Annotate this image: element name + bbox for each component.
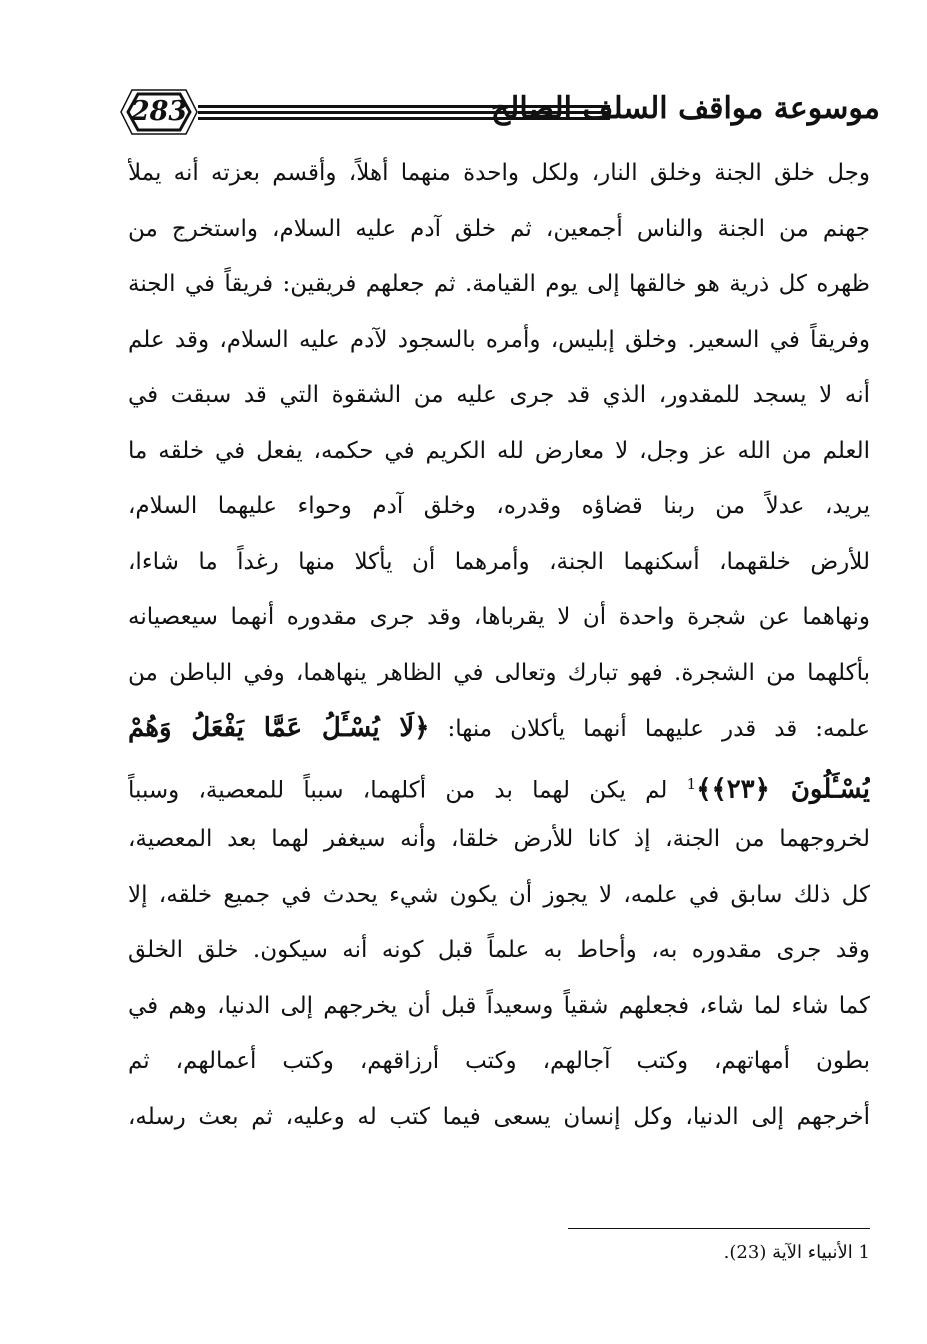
quran-verse: ﴿لَا يُسْـَٔلُ عَمَّا يَفْعَلُ وَهُمْ [128, 713, 430, 743]
text-line: وفريقاً في السعير. وخلق إبليس، وأمره بالسجود لآدم عليه السلام، وقد علم [128, 326, 870, 353]
text-line: للأرض خلقهما، أسكنهما الجنة، وأمرهما أن يأكلا منها رغداً ما شاءا، [128, 548, 870, 575]
footnote-text: الأنبياء الآية (23). [723, 1242, 853, 1263]
text-line: ظهره كل ذرية هو خالقها إلى يوم القيامة. ثم جعلهم فريقين: فريقاً في الجنة [128, 271, 870, 297]
text-line: جهنم من الجنة والناس أجمعين، ثم خلق آدم عليه السلام، واستخرج من [128, 215, 870, 242]
text-line: أخرجهم إلى الدنيا، وكل إنسان يسعى فيما كتب له وعليه، ثم بعث رسله، [128, 1103, 870, 1130]
text-line: العلم من الله عز وجل، لا معارض لله الكريم في حكمه، يفعل في خلقه ما [128, 437, 870, 464]
page-number-badge [118, 88, 200, 136]
text-line: بطون أمهاتهم، وكتب آجالهم، وكتب أرزاقهم، وكتب أعمالهم، ثم [128, 1048, 870, 1074]
book-title: موسوعة مواقف السلف الصالح [490, 91, 880, 126]
page-header [118, 78, 880, 148]
main-text [128, 146, 870, 1145]
text-line: يريد، عدلاً من ربنا قضاؤه وقدره، وخلق آدم وحواء عليهما السلام، [128, 493, 870, 519]
quran-line [128, 701, 870, 757]
footnote [370, 1238, 870, 1268]
text-line: بأكلهما من الشجرة. فهو تبارك وتعالى في الظاهر ينهاهما، وفي الباطن من [128, 659, 870, 686]
page-number: 283 [130, 96, 188, 127]
footnote-ref[interactable]: 1 [686, 774, 697, 793]
text-segment: علمه: قد قدر عليهما أنهما يأكلان منها: [447, 716, 870, 742]
text-line: كما شاء لما شاء، فجعلهم شقياً وسعيداً قبل أن يخرجهم إلى الدنيا، وهم في [128, 992, 870, 1019]
text-segment: لم يكن لهما بد من أكلهما، سبباً للمعصية، وسبباً [128, 777, 668, 804]
text-line: ونهاهما عن شجرة واحدة أن لا يقرباها، وقد جرى مقدوره أنهما سيعصيانه [128, 604, 870, 630]
text-line: أنه لا يسجد للمقدور، الذي قد جرى عليه من الشقوة التي قد سبقت في [128, 382, 870, 408]
text-line: وجل خلق الجنة وخلق النار، ولكل واحدة منهما أهلاً، وأقسم بعزته أنه يملأ [128, 160, 870, 186]
text-line: وقد جرى مقدوره به، وأحاط به علماً قبل كونه أنه سيكون. خلق الخلق [128, 937, 870, 963]
footnote-number: 1 [858, 1242, 870, 1263]
quran-verse-end: يُسْـَٔلُونَ ﴿٢٣﴾﴾ [696, 774, 870, 805]
footnote-separator [568, 1228, 870, 1229]
text-line: لخروجهما من الجنة، إذ كانا للأرض خلقا، وأنه سيغفر لهما بعد المعصية، [128, 826, 870, 852]
text-line: كل ذلك سابق في علمه، لا يجوز أن يكون شيء يحدث في جميع خلقه، إلا [128, 881, 870, 908]
quran-line-end [128, 757, 870, 813]
